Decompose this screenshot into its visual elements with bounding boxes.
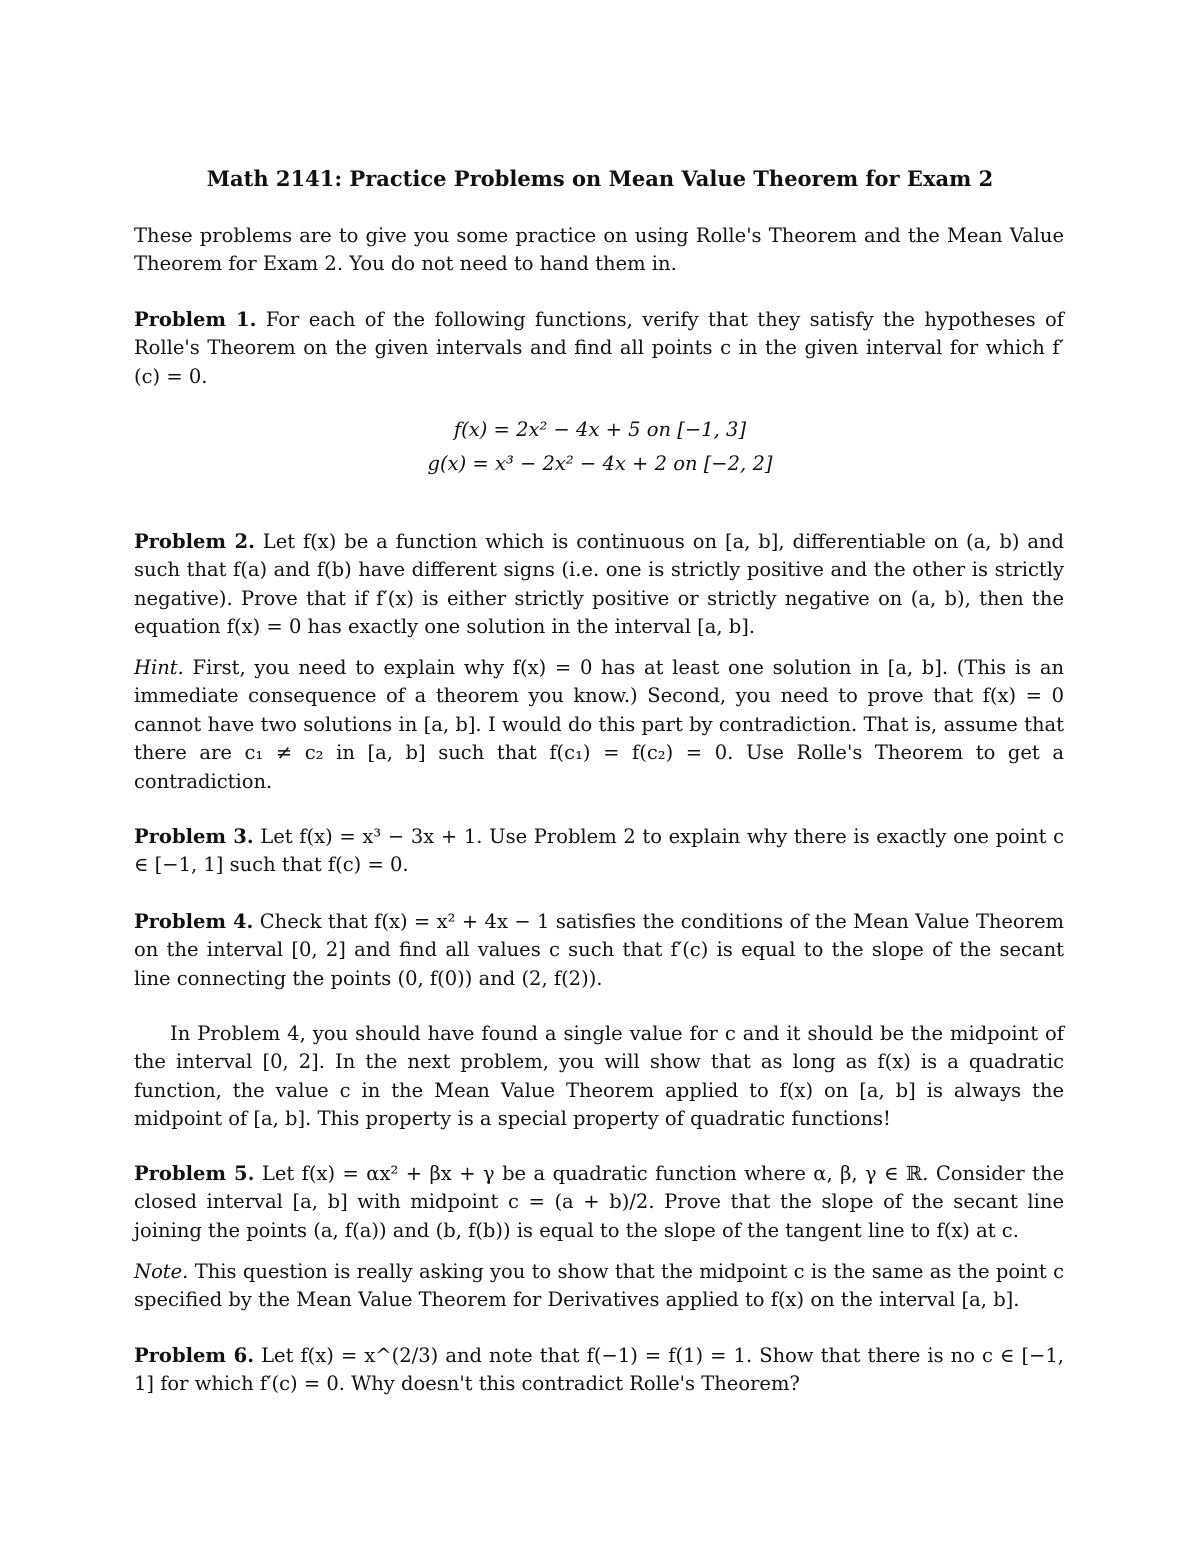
problem-6-text: Let f(x) = x^(2/3) and note that f(−1) = f(1) = 1. Show that there is no c ∈ [−1, 1] for which f′(c) = 0. Why doesn't this contradict Rolle's Theorem? [134,1344,1065,1396]
problem-2-text: Let f(x) be a function which is continuous on [a, b], differentiable on (a, b) and such that f(a) and f(b) have different signs (i.e. one is strictly positive and the other is strictly negative). Prove that if f′(x) is either strictly positive or strictly negative on (a, b), then the equation f(x) = 0 has exactly one solution in the interval [a, b]. [134,530,1064,639]
problem-5-text: Let f(x) = αx² + βx + γ be a quadratic function where α, β, γ ∈ ℝ. Consider the closed interval [a, b] with midpoint c = (a + b)/2. Prove that the slope of the secant line joining the points (a, f(a)) and (b, f(b)) is equal to the slope of the tangent line to f(x) at c. [134,1162,1065,1242]
problem-1-equation-f: f(x) = 2x² − 4x + 5 on [−1, 3] [453,418,747,441]
problem-5 [134,1160,1064,1245]
problem-5-note [134,1258,1064,1315]
problem-2-hint [134,654,1064,796]
problem-3 [134,823,1064,880]
problem-6 [134,1342,1064,1399]
problem-2-heading: Problem 2. [134,530,255,553]
problem-3-heading: Problem 3. [134,825,254,848]
note-label: Note. [134,1260,189,1283]
problem-1 [134,306,1064,391]
problem-2 [134,528,1064,642]
intro-paragraph: These problems are to give you some practice on using Rolle's Theorem and the Mean Value Theorem for Exam 2. You do not need to hand them in. [134,224,1064,276]
problem-1-equation-g: g(x) = x³ − 2x² − 4x + 2 on [−2, 2] [427,452,773,475]
problem-6-heading: Problem 6. [134,1344,255,1367]
problem-4-text: Check that f(x) = x² + 4x − 1 satisfies the conditions of the Mean Value Theorem on the interval [0, 2] and find all values c such that f′(c) is equal to the slope of the secant line connecting the points (0, f(0)) and (2, f(2)). [134,910,1065,990]
note-text: This question is really asking you to show that the midpoint c is the same as the point c specified by the Mean Value Theorem for Derivatives applied to f(x) on the interval [a, b]. [134,1260,1065,1312]
hint-label: Hint. [134,656,184,679]
problem-4 [134,908,1064,993]
problem-5-heading: Problem 5. [134,1162,255,1185]
hint-text: First, you need to explain why f(x) = 0 has at least one solution in [a, b]. (This is an immediate consequence of a theorem you know.) Second, you need to prove that f(x) = 0 cannot have two solutions in [a, b]. I would do this part by contradiction. That is, assume that there are c₁ ≠ c₂ in [a, b] such that f(c₁) = f(c₂) = 0. Use Rolle's Theorem to get a contradiction. [134,656,1065,793]
problem-1-heading: Problem 1. [134,308,257,331]
problem-1-text: For each of the following functions, verify that they satisfy the hypotheses of Rolle's Theorem on the given intervals and find all points c in the given interval for which f′(c) = 0. [134,308,1065,388]
problem-4-heading: Problem 4. [134,910,254,933]
document-title: Math 2141: Practice Problems on Mean Value Theorem for Exam 2 [206,166,994,191]
remark-paragraph: In Problem 4, you should have found a single value for c and it should be the midpoint of the interval [0, 2]. In the next problem, you will show that as long as f(x) is a quadratic function, the value c in the Mean Value Theorem applied to f(x) on [a, b] is always the midpoint of [a, b]. This property is a special property of quadratic functions! [134,1022,1064,1131]
problem-3-text: Let f(x) = x³ − 3x + 1. Use Problem 2 to explain why there is exactly one point c ∈ [−1, 1] such that f(c) = 0. [134,825,1064,877]
